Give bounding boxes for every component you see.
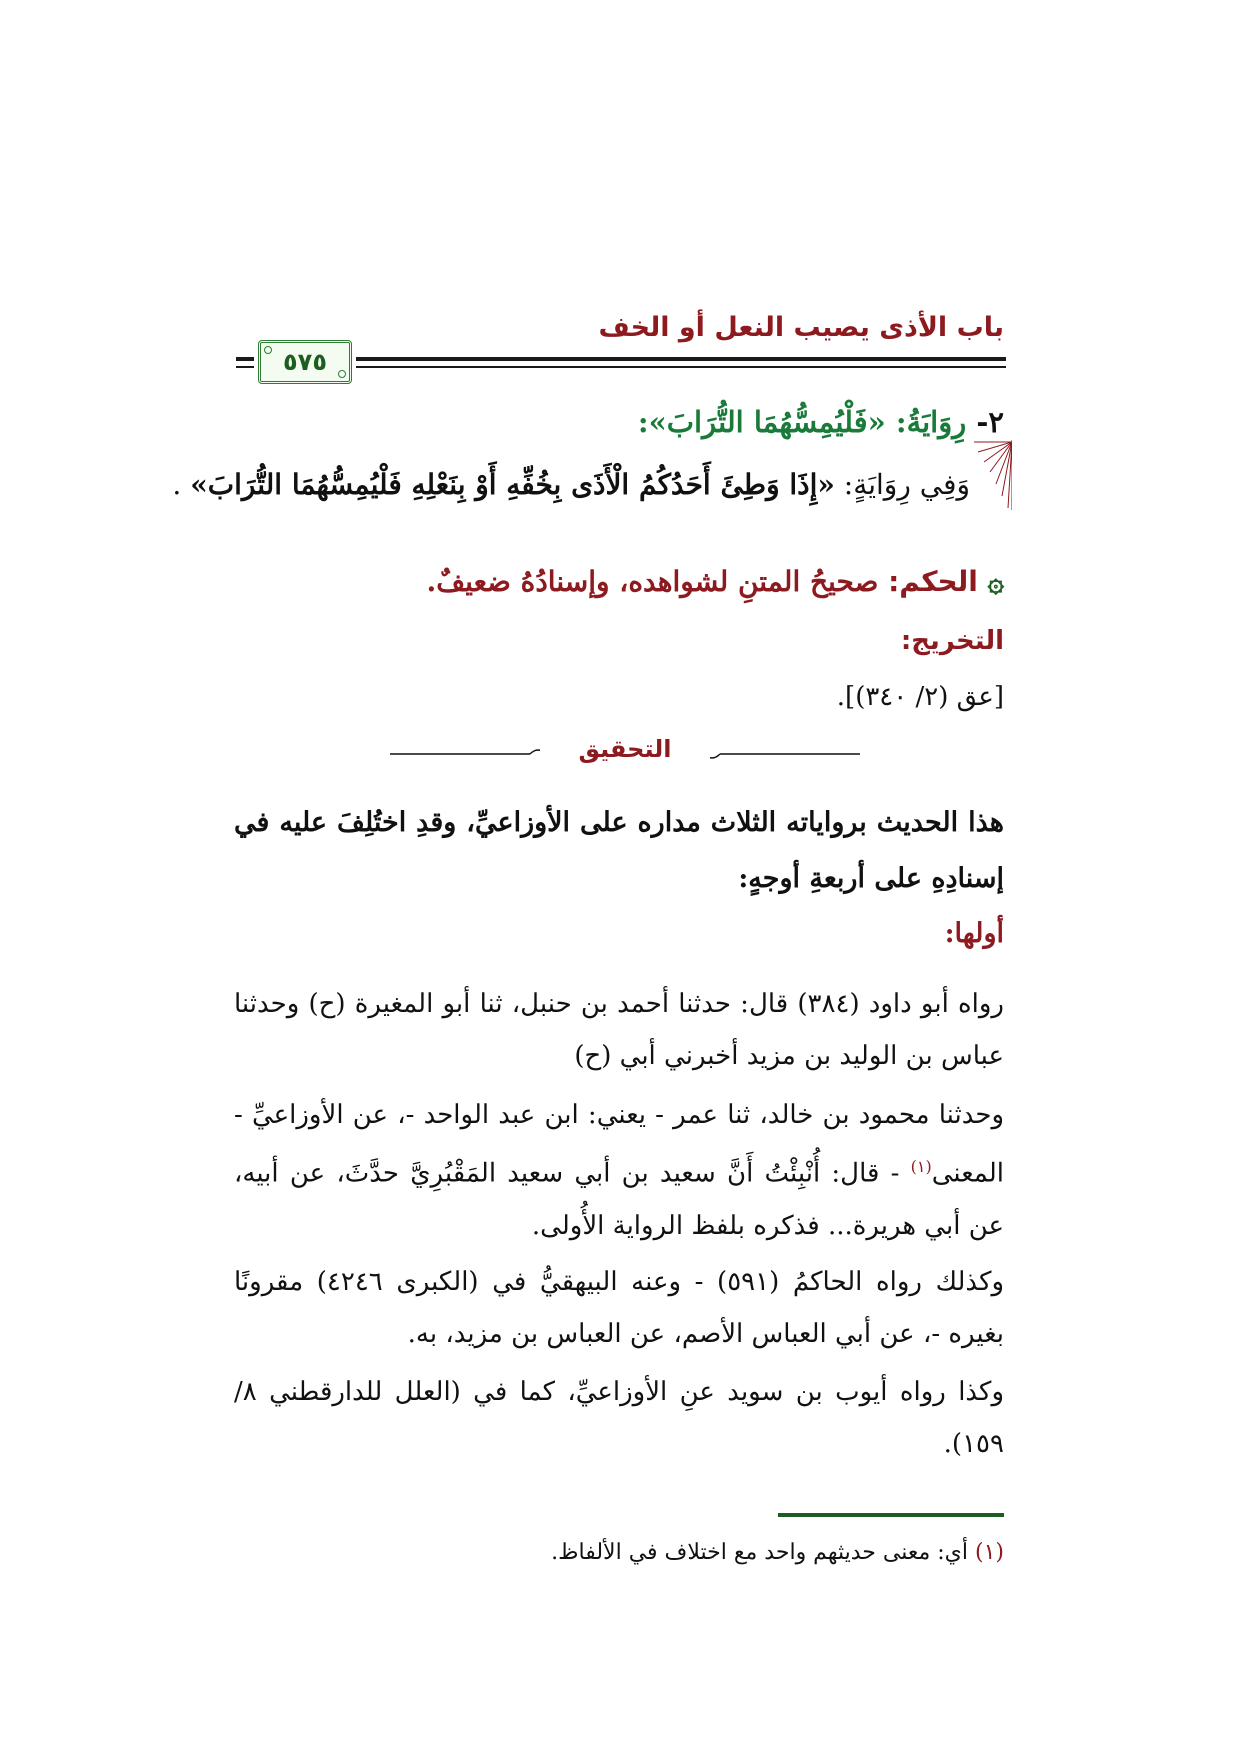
section-heading-text: رِوَايَةُ: «فَلْيُمِسُّهُمَا التُّرَابَ»: (637, 405, 967, 439)
intro-paragraph: هذا الحديث برواياته الثلاث مداره على الأوزاعيِّ، وقدِ اختُلِفَ عليه في إسنادِهِ على أربعةِ أوجهٍ: (234, 807, 1004, 894)
paragraph: رواه أبو داود (٣٨٤) قال: حدثنا أحمد بن حنبل، ثنا أبو المغيرة (ح) وحدثنا عباس بن الوليد بن مزيد أخبرني أبي (ح) (234, 989, 1004, 1071)
variant-intro: وَفِي رِوَايَةٍ: (843, 468, 970, 501)
section-heading (234, 405, 1004, 439)
section-number: ٢- (976, 405, 1004, 439)
paragraph: وكذلك رواه الحاكمُ (٥٩١) - وعنه البيهقيُّ في (الكبرى ٤٢٤٦) مقرونًا بغيره -، عن أبي العباس الأصم، عن العباس بن مزيد، به. (234, 1267, 1005, 1349)
footnote-text: أي: معنى حديثهم واحد مع اختلاف في الألفاظ. (551, 1540, 968, 1565)
header-rule (356, 366, 1006, 368)
variant-narration (172, 468, 970, 501)
header-rule (356, 357, 1006, 361)
paragraph (234, 1089, 1004, 1252)
ruling-line (234, 565, 1004, 598)
paragraph-text: - قال: أُنْبِئْتُ أَنَّ سعيد بن أبي سعيد المَقْبُرِيَّ حدَّثَ، عن أبيه، عن أبي هريرة... فذكره بلفظ الرواية الأُولى. (234, 1158, 1004, 1241)
ornament-star-icon: ۞ (987, 565, 1004, 598)
footnote-separator (778, 1513, 1004, 1517)
ruling-value: صحيحُ المتنِ لشواهده، وإسنادُهُ ضعيفٌ. (426, 565, 879, 598)
corner-ornament-icon (972, 440, 1012, 510)
ruling-label: الحكم: (888, 565, 978, 598)
footnote-number: (١) (974, 1540, 1004, 1565)
takhrij-label: التخريج: (900, 626, 1004, 656)
page-number-badge (258, 340, 352, 384)
hadith-quote: «إِذَا وَطِئَ أَحَدُكُمُ الْأَذَى بِخُفِّهِ أَوْ بِنَعْلِهِ فَلْيُمِسُّهُمَا التُّرَابَ» (190, 468, 835, 501)
variant-end: . (172, 468, 182, 501)
first-aspect-label: أولها: (944, 918, 1004, 949)
footnote (234, 1540, 1004, 1565)
chapter-title: باب الأذى يصيب النعل أو الخف (598, 312, 1004, 343)
header-rule (236, 357, 254, 361)
paragraph: وكذا رواه أيوب بن سويد عنِ الأوزاعيِّ، كما في (العلل للدارقطني ٨/ ١٥٩). (234, 1377, 1004, 1459)
header-rule (236, 366, 254, 368)
footnote-ref[interactable]: (١) (910, 1157, 932, 1176)
divider-title: التحقيق (540, 735, 710, 763)
page-number: ٥٧٥ (283, 348, 327, 376)
takhrij-reference: [عق (٢/ ٣٤٠)]. (836, 682, 1004, 712)
paragraph-text: وحدثنا محمود بن خالد، ثنا عمر - يعني: ابن عبد الواحد -، عن الأوزاعيِّ - المعنى (234, 1100, 1004, 1189)
